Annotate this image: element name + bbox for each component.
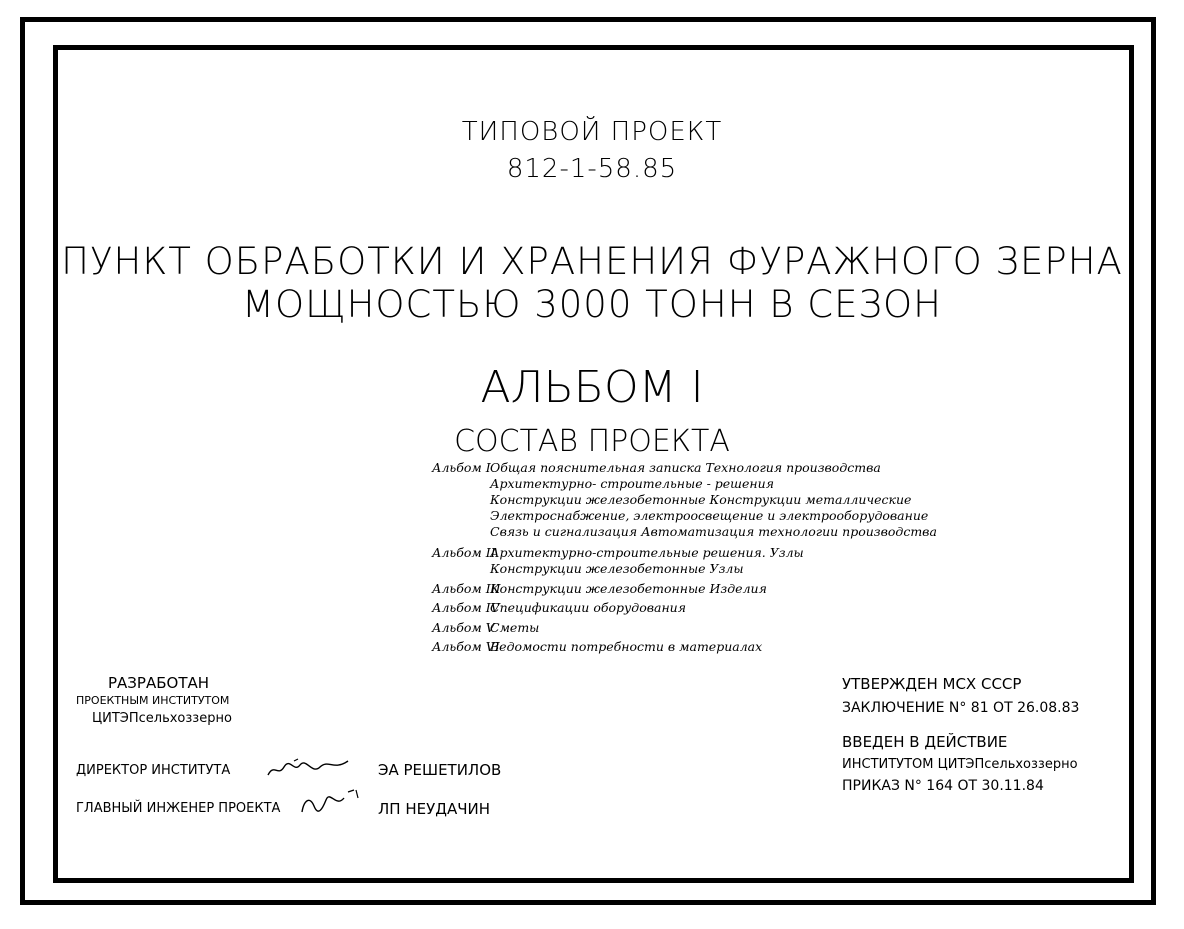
approval-line-3: ВВЕДЕН В ДЕЙСТВИЕ [842,733,1008,751]
album-6-line-1: Ведомости потребности в материалах [490,639,763,654]
album-2-line-1: Архитектурно-строительные решения. Узлы [490,545,804,560]
director-signature [264,755,354,781]
chief-engineer-name: ЛП НЕУДАЧИН [378,800,490,818]
album-3-line-1: Конструкции железобетонные Изделия [490,581,767,596]
developer-line-2: ПРОЕКТНЫМ ИНСТИТУТОМ [76,694,230,707]
album-2-line-2: Конструкции железобетонные Узлы [490,561,744,576]
developer-line-1: РАЗРАБОТАН [108,674,210,692]
album-1-label: Альбом I [432,460,491,475]
developer-line-3: ЦИТЭПсельхоззерно [92,711,232,726]
approval-line-4: ИНСТИТУТОМ ЦИТЭПсельхоззерно [842,757,1078,772]
album-1-line-4: Электроснабжение, электроосвещение и электрооборудование [490,508,929,523]
title-line-2: МОЩНОСТЬЮ 3000 ТОНН В СЕЗОН [242,283,942,326]
album-4-line-1: Спецификации оборудования [490,600,687,615]
album-6-label: Альбом VI [432,639,500,654]
album-2-label: Альбом II [432,545,496,560]
album-label: АЛЬБОМ I [480,362,704,413]
chief-engineer-role: ГЛАВНЫЙ ИНЖЕНЕР ПРОЕКТА [76,801,281,816]
album-1-line-3: Конструкции железобетонные Конструкции металлические [490,492,912,507]
album-4-label: Альбом IV [432,600,500,615]
title-line-1: ПУНКТ ОБРАБОТКИ И ХРАНЕНИЯ ФУРАЖНОГО ЗЕРНА [61,240,1123,283]
approval-line-1: УТВЕРЖДЕН МСХ СССР [842,675,1022,693]
album-5-line-1: Сметы [490,620,540,635]
project-number: 812-1-58.85 [506,154,678,184]
project-type: ТИПОВОЙ ПРОЕКТ [461,117,723,147]
album-1-line-2: Архитектурно- строительные - решения [490,476,774,491]
chief-engineer-signature [296,786,366,818]
director-role: ДИРЕКТОР ИНСТИТУТА [76,763,231,778]
approval-line-5: ПРИКАЗ N° 164 ОТ 30.11.84 [842,778,1044,794]
approval-line-2: ЗАКЛЮЧЕНИЕ N° 81 ОТ 26.08.83 [842,700,1080,716]
director-name: ЭА РЕШЕТИЛОВ [378,761,502,779]
composition-heading: СОСТАВ ПРОЕКТА [454,424,730,459]
album-5-label: Альбом V [432,620,495,635]
album-3-label: Альбом III [432,581,501,596]
album-1-line-5: Связь и сигнализация Автоматизация технологии производства [490,524,937,539]
album-1-line-1: Общая пояснительная записка Технология производства [490,460,881,475]
